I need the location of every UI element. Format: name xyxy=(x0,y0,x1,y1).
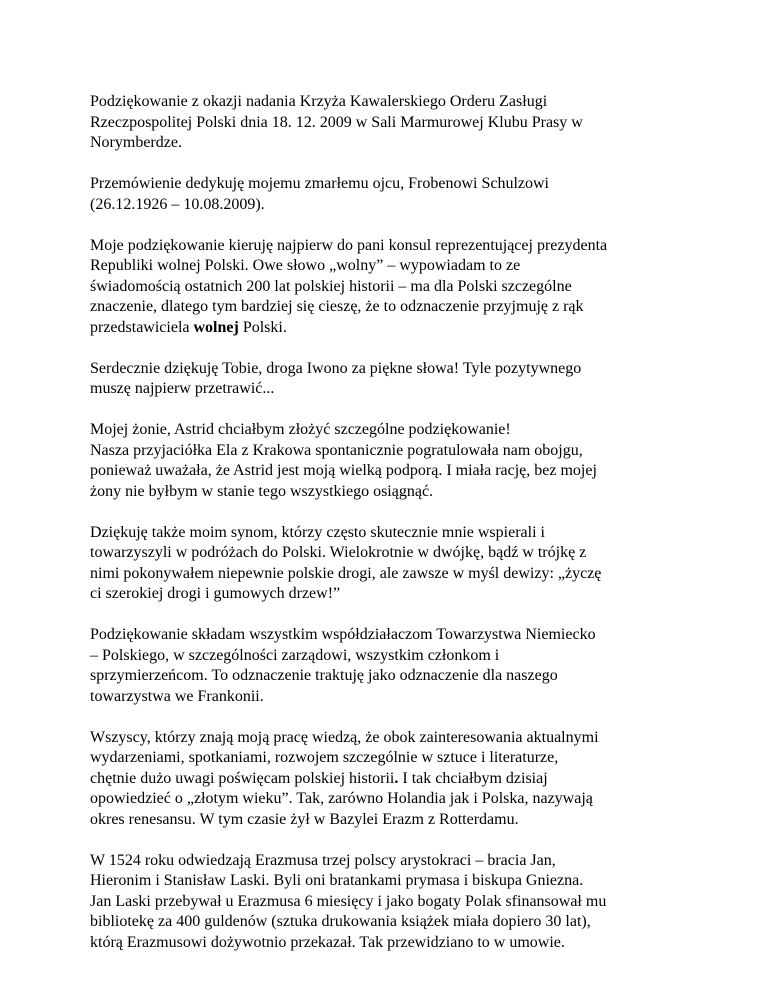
text-line: Przemówienie dedykuję mojemu zmarłemu ojcu, Frobenowi Schulzowi xyxy=(90,175,549,192)
paragraph-society-thanks xyxy=(90,625,730,707)
document-page xyxy=(90,92,730,974)
text-line xyxy=(90,318,730,339)
text-line: Hieronim i Stanisław Laski. Byli oni bratankami prymasa i biskupa Gniezna. xyxy=(90,872,584,889)
text-line: ci szerokiej drogi i gumowych drzew!” xyxy=(90,585,341,602)
paragraph-dedication xyxy=(90,174,730,215)
paragraph-erasmus xyxy=(90,851,730,954)
text-line: wydarzeniami, spotkaniami, rozwojem szczególnie w sztuce i literaturze, xyxy=(90,749,559,766)
text-line: W 1524 roku odwiedzają Erazmusa trzej polscy arystokraci – bracia Jan, xyxy=(90,851,556,869)
text-line: Podziękowanie z okazji nadania Krzyża Kawalerskiego Orderu Zasługi xyxy=(90,93,548,110)
text-line: towarzyszyli w podróżach do Polski. Wielokrotnie w dwójkę, bądź w trójkę z xyxy=(90,544,587,561)
text-line: sprzymierzeńcom. To odznaczenie traktuję jako odznaczenie dla naszego xyxy=(90,667,558,684)
text-segment: I tak chciałbym dzisiaj xyxy=(398,769,548,787)
paragraph-sons-thanks xyxy=(90,523,730,605)
text-line: znaczenie, dlatego tym bardziej się cieszę, że to odznaczenie przyjmuję z rąk xyxy=(90,298,584,315)
text-segment: przedstawiciela xyxy=(90,318,194,336)
text-line: którą Erazmusowi dożywotnio przekazał. Tak przewidziano to w umowie. xyxy=(90,933,565,951)
paragraph-title xyxy=(90,92,730,154)
text-line: Jan Laski przebywał u Erazmusa 6 miesięcy i jako bogaty Polak sfinansował mu xyxy=(90,892,607,910)
text-line: opowiedzieć o „złotym wieku”. Tak, zarówno Holandia jak i Polska, nazywają xyxy=(90,790,593,807)
text-line: żony nie byłbym w stanie tego wszystkiego osiągnąć. xyxy=(90,482,434,500)
text-line: muszę najpierw przetrawić... xyxy=(90,380,275,397)
text-line: (26.12.1926 – 10.08.2009). xyxy=(90,195,265,213)
bold-text: . xyxy=(394,769,399,787)
text-line: ponieważ uważała, że Astrid jest moją wielką podporą. I miała rację, bez mojej xyxy=(90,462,597,479)
text-line: Mojej żonie, Astrid chciałbym złożyć szczególne podziękowanie! xyxy=(90,421,511,438)
text-line: Dziękuję także moim synom, którzy często skutecznie mnie wspierali i xyxy=(90,523,545,541)
text-line: Norymberdze. xyxy=(90,134,182,151)
paragraph-wife-thanks xyxy=(90,420,730,502)
text-line: nimi pokonywałem niepewnie polskie drogi, ale zawsze w myśl dewizy: „życzę xyxy=(90,564,602,582)
text-line xyxy=(90,769,730,790)
text-line: Rzeczpospolitej Polski dnia 18. 12. 2009 w Sali Marmurowej Klubu Prasy w xyxy=(90,113,583,131)
text-line: świadomością ostatnich 200 lat polskiej historii – ma dla Polski szczególne xyxy=(90,277,572,295)
text-line: Serdecznie dziękuję Tobie, droga Iwono za piękne słowa! Tyle pozytywnego xyxy=(90,359,582,377)
text-segment: Polski. xyxy=(238,318,287,336)
text-line: Republiki wolnej Polski. Owe słowo „wolny” – wypowiadam to ze xyxy=(90,257,521,274)
text-line: – Polskiego, w szczególności zarządowi, wszystkim członkom i xyxy=(90,646,500,664)
paragraph-history xyxy=(90,728,730,831)
text-line: Moje podziękowanie kieruję najpierw do pani konsul reprezentującej prezydenta xyxy=(90,236,608,254)
paragraph-consul-thanks xyxy=(90,236,730,339)
text-line: okres renesansu. W tym czasie żył w Bazylei Erazm z Rotterdamu. xyxy=(90,810,519,828)
paragraph-iwona-thanks xyxy=(90,359,730,400)
bold-text: wolnej xyxy=(193,318,239,336)
text-line: Podziękowanie składam wszystkim współdziałaczom Towarzystwa Niemiecko xyxy=(90,626,596,643)
text-line: bibliotekę za 400 guldenów (sztuka drukowania książek miała dopiero 30 lat), xyxy=(90,913,591,930)
text-segment: chętnie dużo uwagi poświęcam polskiej historii xyxy=(90,769,395,787)
text-line: towarzystwa we Frankonii. xyxy=(90,687,264,705)
text-line: Wszyscy, którzy znają moją pracę wiedzą, że obok zainteresowania aktualnymi xyxy=(90,728,599,746)
text-line: Nasza przyjaciółka Ela z Krakowa spontanicznie pogratulowała nam obojgu, xyxy=(90,441,583,459)
